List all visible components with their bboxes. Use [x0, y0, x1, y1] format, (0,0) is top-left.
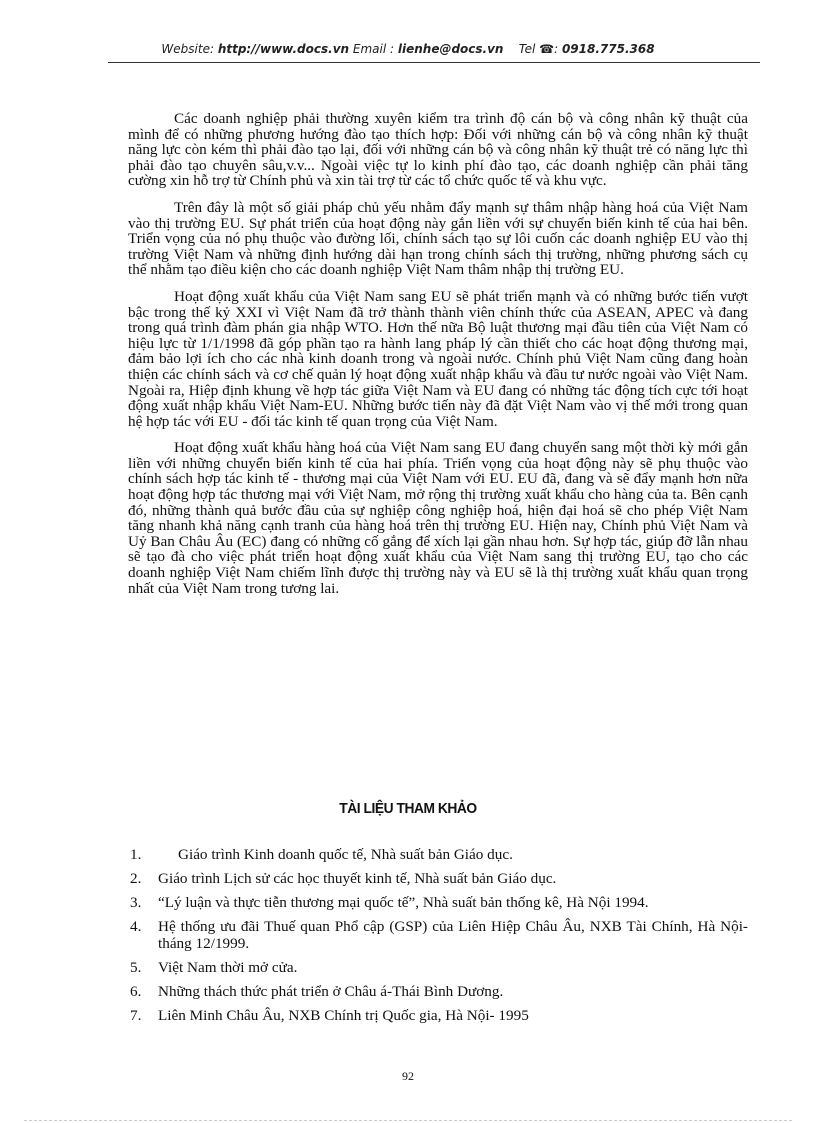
- reference-text: Giáo trình Lịch sử các học thuyết kinh tế, Nhà suất bản Giáo dục.: [158, 870, 557, 887]
- reference-item: [128, 846, 748, 863]
- paragraph: Hoạt động xuất khẩu của Việt Nam sang EU sẽ phát triển mạnh và có những bước tiến vượt bậc trong thế kỷ XXI vì Việt Nam đã trở thành thành viên chính thức của ASEAN, APEC và đang trong quá trình đàm phán gia nhập WTO. Hơn thế nữa Bộ luật thương mại đầu tiên của Việt Nam có hiệu lực từ 1/1/1998 đã góp phần tạo ra hành lang pháp lý cần thiết cho các hoạt động thương mại, đảm bảo lợi ích cho các nhà kinh doanh trong và ngoài nước. Chính phủ Việt Nam cũng đang hoàn thiện các chính sách và cơ chế quản lý hoạt động xuất nhập khẩu và đầu tư nước ngoài vào Việt Nam. Ngoài ra, Hiệp định khung về hợp tác giữa Việt Nam và EU đang có những tác động tích cực tới hoạt động xuất nhập khẩu Việt Nam-EU. Những bước tiến này đã đặt Việt Nam vào vị thế mới trong quan hệ hợp tác với EU - đối tác kinh tế quan trọng của Việt Nam.: [128, 287, 748, 430]
- reference-text: Việt Nam thời mở cửa.: [158, 959, 298, 976]
- reference-number: 6.: [130, 983, 142, 1000]
- website-link[interactable]: http://www.docs.vn: [217, 42, 350, 56]
- reference-number: 1.: [130, 846, 142, 863]
- reference-item: [128, 1007, 748, 1024]
- reference-number: 7.: [130, 1007, 142, 1024]
- header-divider: [108, 62, 760, 63]
- reference-number: 5.: [130, 959, 142, 976]
- reference-item: [128, 918, 748, 952]
- reference-item: [128, 959, 748, 976]
- body-text: [128, 111, 748, 607]
- reference-number: 3.: [130, 894, 142, 911]
- paragraph: Các doanh nghiệp phải thường xuyên kiểm tra trình độ cán bộ và công nhân kỹ thuật của mình để có những phương hướng đào tạo thích hợp: Đối với những cán bộ và công nhân kỹ thuật năng lực còn kém thì phải đào tạo lại, đối với những cán bộ và công nhân kỹ thuật trẻ có năng lực thì phải đào tạo chuyên sâu,v.v... Ngoài việc tự lo kinh phí đào tạo, các doanh nghiệp cần phải tăng cường xin hỗ trợ từ Chính phủ và xin tài trợ từ các tổ chức quốc tế và khu vực.: [128, 110, 748, 190]
- page-number: 92: [402, 1069, 414, 1083]
- reference-number: 2.: [130, 870, 142, 887]
- paragraph: Hoạt động xuất khẩu hàng hoá của Việt Nam sang EU đang chuyển sang một thời kỳ mới gắn liền với những chuyển biến kinh tế của hai phía. Triển vọng của hoạt động này sẽ phụ thuộc vào chính sách hợp tác kinh tế - thương mại của Việt Nam với EU. EU đã, đang và sẽ đẩy mạnh hơn nữa hoạt động hợp tác thương mại với Việt Nam, mở rộng thị trường xuất khẩu cho hàng của ta. Bên cạnh đó, những thành quả bước đầu của sự nghiệp công nghiệp hoá, hiện đại hoá sẽ cho phép Việt Nam tăng nhanh khả năng cạnh tranh của hàng hoá trên thị trường EU. Hiện nay, Chính phủ Việt Nam và Uỷ Ban Châu Âu (EC) đang có những cố gắng để xích lại gần nhau hơn. Sự hợp tác, giúp đỡ lẫn nhau sẽ tạo đà cho việc phát triển hoạt động xuất khẩu của Việt Nam sang thị trường EU, tạo cho các doanh nghiệp Việt Nam chiếm lĩnh được thị trường này và EU sẽ là thị trường xuất khẩu quan trọng nhất của Việt Nam trong tương lai.: [128, 439, 748, 597]
- reference-text: Liên Minh Châu Âu, NXB Chính trị Quốc gia, Hà Nội- 1995: [158, 1007, 529, 1024]
- references-heading: TÀI LIỆU THAM KHẢO: [339, 800, 477, 817]
- reference-text: Những thách thức phát triển ở Châu á-Thái Bình Dương.: [158, 983, 504, 1000]
- reference-item: [128, 983, 748, 1000]
- tel-label: Tel ☎:: [518, 42, 559, 56]
- reference-text: “Lý luận và thực tiễn thương mại quốc tế”, Nhà suất bản thống kê, Hà Nội 1994.: [158, 894, 649, 911]
- reference-text: Hệ thống ưu đãi Thuế quan Phổ cập (GSP) của Liên Hiệp Châu Âu, NXB Tài Chính, Hà Nội- tháng 12/1999.: [158, 918, 748, 952]
- page-header: [0, 42, 816, 56]
- reference-item: [128, 870, 748, 887]
- references-list: [128, 846, 748, 1031]
- email-link[interactable]: lienhe@docs.vn: [397, 42, 504, 56]
- footer-divider: [24, 1120, 792, 1121]
- reference-item: [128, 894, 748, 911]
- reference-text: Giáo trình Kinh doanh quốc tế, Nhà suất bản Giáo dục.: [178, 846, 513, 863]
- email-label: Email :: [352, 42, 395, 56]
- reference-number: 4.: [130, 918, 142, 935]
- tel-number: 0918.775.368: [561, 42, 655, 56]
- website-label: Website:: [161, 42, 214, 56]
- paragraph: Trên đây là một số giải pháp chủ yếu nhằm đẩy mạnh sự thâm nhập hàng hoá của Việt Nam vào thị trường EU. Sự phát triển của hoạt động này gắn liền với sự chuyển biến kinh tế của hai bên. Triển vọng của nó phụ thuộc vào đường lối, chính sách tạo sự lôi cuốn các doanh nghiệp EU vào thị trường Việt Nam và những định hướng dài hạn trong chính sách thị trường, những phương sách cụ thể nhằm tạo điều kiện cho các doanh nghiệp Việt Nam thâm nhập thị trường EU.: [128, 198, 748, 279]
